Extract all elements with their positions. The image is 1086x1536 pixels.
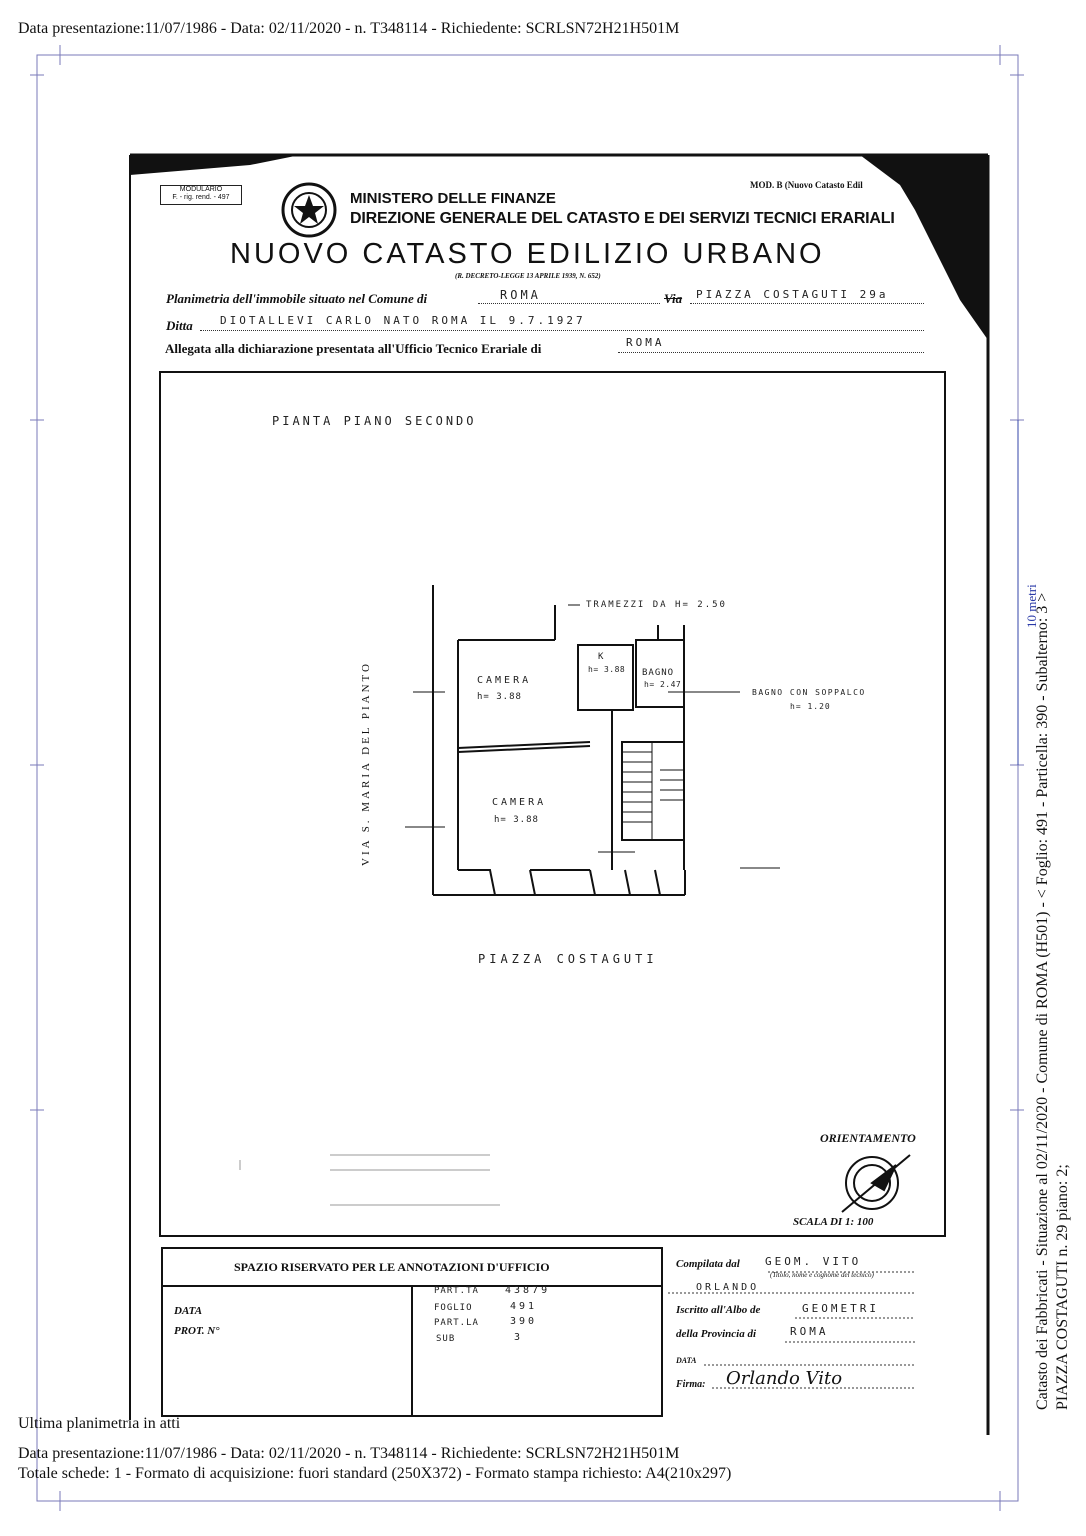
- main-title: NUOVO CATASTO EDILIZIO URBANO: [230, 238, 825, 270]
- mod-b-label: MOD. B (Nuovo Catasto Edil: [750, 180, 863, 190]
- tramezzi-label: TRAMEZZI DA H= 2.50: [586, 600, 727, 610]
- provincia-label: della Provincia di: [676, 1328, 757, 1340]
- scale-label: SCALA DI 1: 100: [793, 1216, 874, 1228]
- camera1-label: CAMERA: [477, 675, 532, 686]
- compilata-hint: (Titolo, nome e cognome del tecnico): [770, 1271, 874, 1279]
- footer-meta2: Totale schede: 1 - Formato di acquisizione: fuori standard (250X372) - Formato stampa richiesto: A4(210x297): [18, 1465, 732, 1482]
- modulario-line1: MODULARIO: [179, 186, 223, 193]
- comune-value: ROMA: [500, 288, 541, 302]
- partita-value: 43879: [505, 1285, 551, 1296]
- foglio-value: 491: [510, 1301, 538, 1312]
- bagno-label: BAGNO: [642, 668, 675, 678]
- ditta-value: DIOTALLEVI CARLO NATO ROMA IL 9.7.1927: [220, 314, 586, 327]
- footer-meta1: Data presentazione:11/07/1986 - Data: 02/11/2020 - n. T348114 - Richiedente: SCRLSN72H21H501M: [18, 1445, 680, 1462]
- via-value: PIAZZA COSTAGUTI 29a: [696, 288, 889, 301]
- footer-ultima: Ultima planimetria in atti: [18, 1415, 181, 1432]
- street-vertical-label: VIA S. MARIA DEL PIANTO: [360, 661, 372, 866]
- header-meta: Data presentazione:11/07/1986 - Data: 02/11/2020 - n. T348114 - Richiedente: SCRLSN72H21H501M: [18, 20, 680, 37]
- piazza-label: PIAZZA COSTAGUTI: [478, 952, 658, 966]
- planimetria-label: Planimetria dell'immobile situato nel Comune di: [166, 291, 428, 306]
- side-meta-line2: PIAZZA COSTAGUTI n. 29 piano: 2;: [1054, 1164, 1071, 1410]
- office-data-label: DATA: [174, 1305, 203, 1317]
- kitchen-height: h= 3.88: [588, 665, 626, 674]
- direzione-title: DIREZIONE GENERALE DEL CATASTO E DEI SERVIZI TECNICI ERARIALI: [350, 210, 895, 227]
- compilata-value: GEOM. VITO: [765, 1255, 862, 1268]
- partita-label: PART.TA: [434, 1286, 479, 1296]
- foglio-label: FOGLIO: [434, 1303, 473, 1313]
- provincia-value: ROMA: [790, 1325, 829, 1338]
- camera1-height: h= 3.88: [477, 692, 522, 702]
- scale-bar-label: 10 metri: [1024, 584, 1039, 628]
- sub-value: 3: [514, 1332, 524, 1343]
- iscritto-label: Iscritto all'Albo de: [676, 1304, 761, 1316]
- office-box-title: SPAZIO RISERVATO PER LE ANNOTAZIONI D'UFFICIO: [234, 1260, 550, 1274]
- particella-label: PART.LA: [434, 1318, 479, 1328]
- allegata-label: Allegata alla dichiarazione presentata all'Ufficio Tecnico Erariale di: [165, 341, 542, 356]
- firma-signature: Orlando Vito: [726, 1368, 843, 1389]
- compilata-data-label: DATA: [676, 1356, 697, 1365]
- bagno-soppalco-height: h= 1.20: [790, 702, 831, 711]
- compilata-value2: ORLANDO: [696, 1282, 760, 1293]
- bagno-height: h= 2.47: [644, 680, 682, 689]
- decree-note: (R. DECRETO-LEGGE 13 APRILE 1939, N. 652): [455, 272, 601, 280]
- ministry-title: MINISTERO DELLE FINANZE: [350, 190, 556, 207]
- allegata-value: ROMA: [626, 336, 665, 349]
- bagno-soppalco-label: BAGNO CON SOPPALCO: [752, 688, 866, 697]
- firma-label: Firma:: [676, 1379, 706, 1390]
- compilata-label: Compilata dal: [676, 1258, 740, 1270]
- office-prot-label: PROT. N°: [174, 1325, 220, 1337]
- modulario-line2: F. - rig. rend. - 497: [172, 194, 230, 201]
- camera2-label: CAMERA: [492, 797, 547, 808]
- sub-label: SUB: [436, 1334, 456, 1344]
- particella-value: 390: [510, 1316, 538, 1327]
- iscritto-value: GEOMETRI: [802, 1302, 879, 1315]
- ditta-label: Ditta: [166, 318, 193, 333]
- kitchen-label: K: [598, 652, 607, 662]
- side-meta-line1: Catasto dei Fabbricati - Situazione al 02/11/2020 - Comune di ROMA (H501) - < Foglio: 491 - Particella: 390 - Subalterno: 3 >: [1034, 592, 1051, 1410]
- camera2-height: h= 3.88: [494, 815, 539, 825]
- orientamento-label: ORIENTAMENTO: [820, 1131, 916, 1145]
- floor-title: PIANTA PIANO SECONDO: [272, 414, 477, 428]
- via-label: Via: [664, 291, 683, 306]
